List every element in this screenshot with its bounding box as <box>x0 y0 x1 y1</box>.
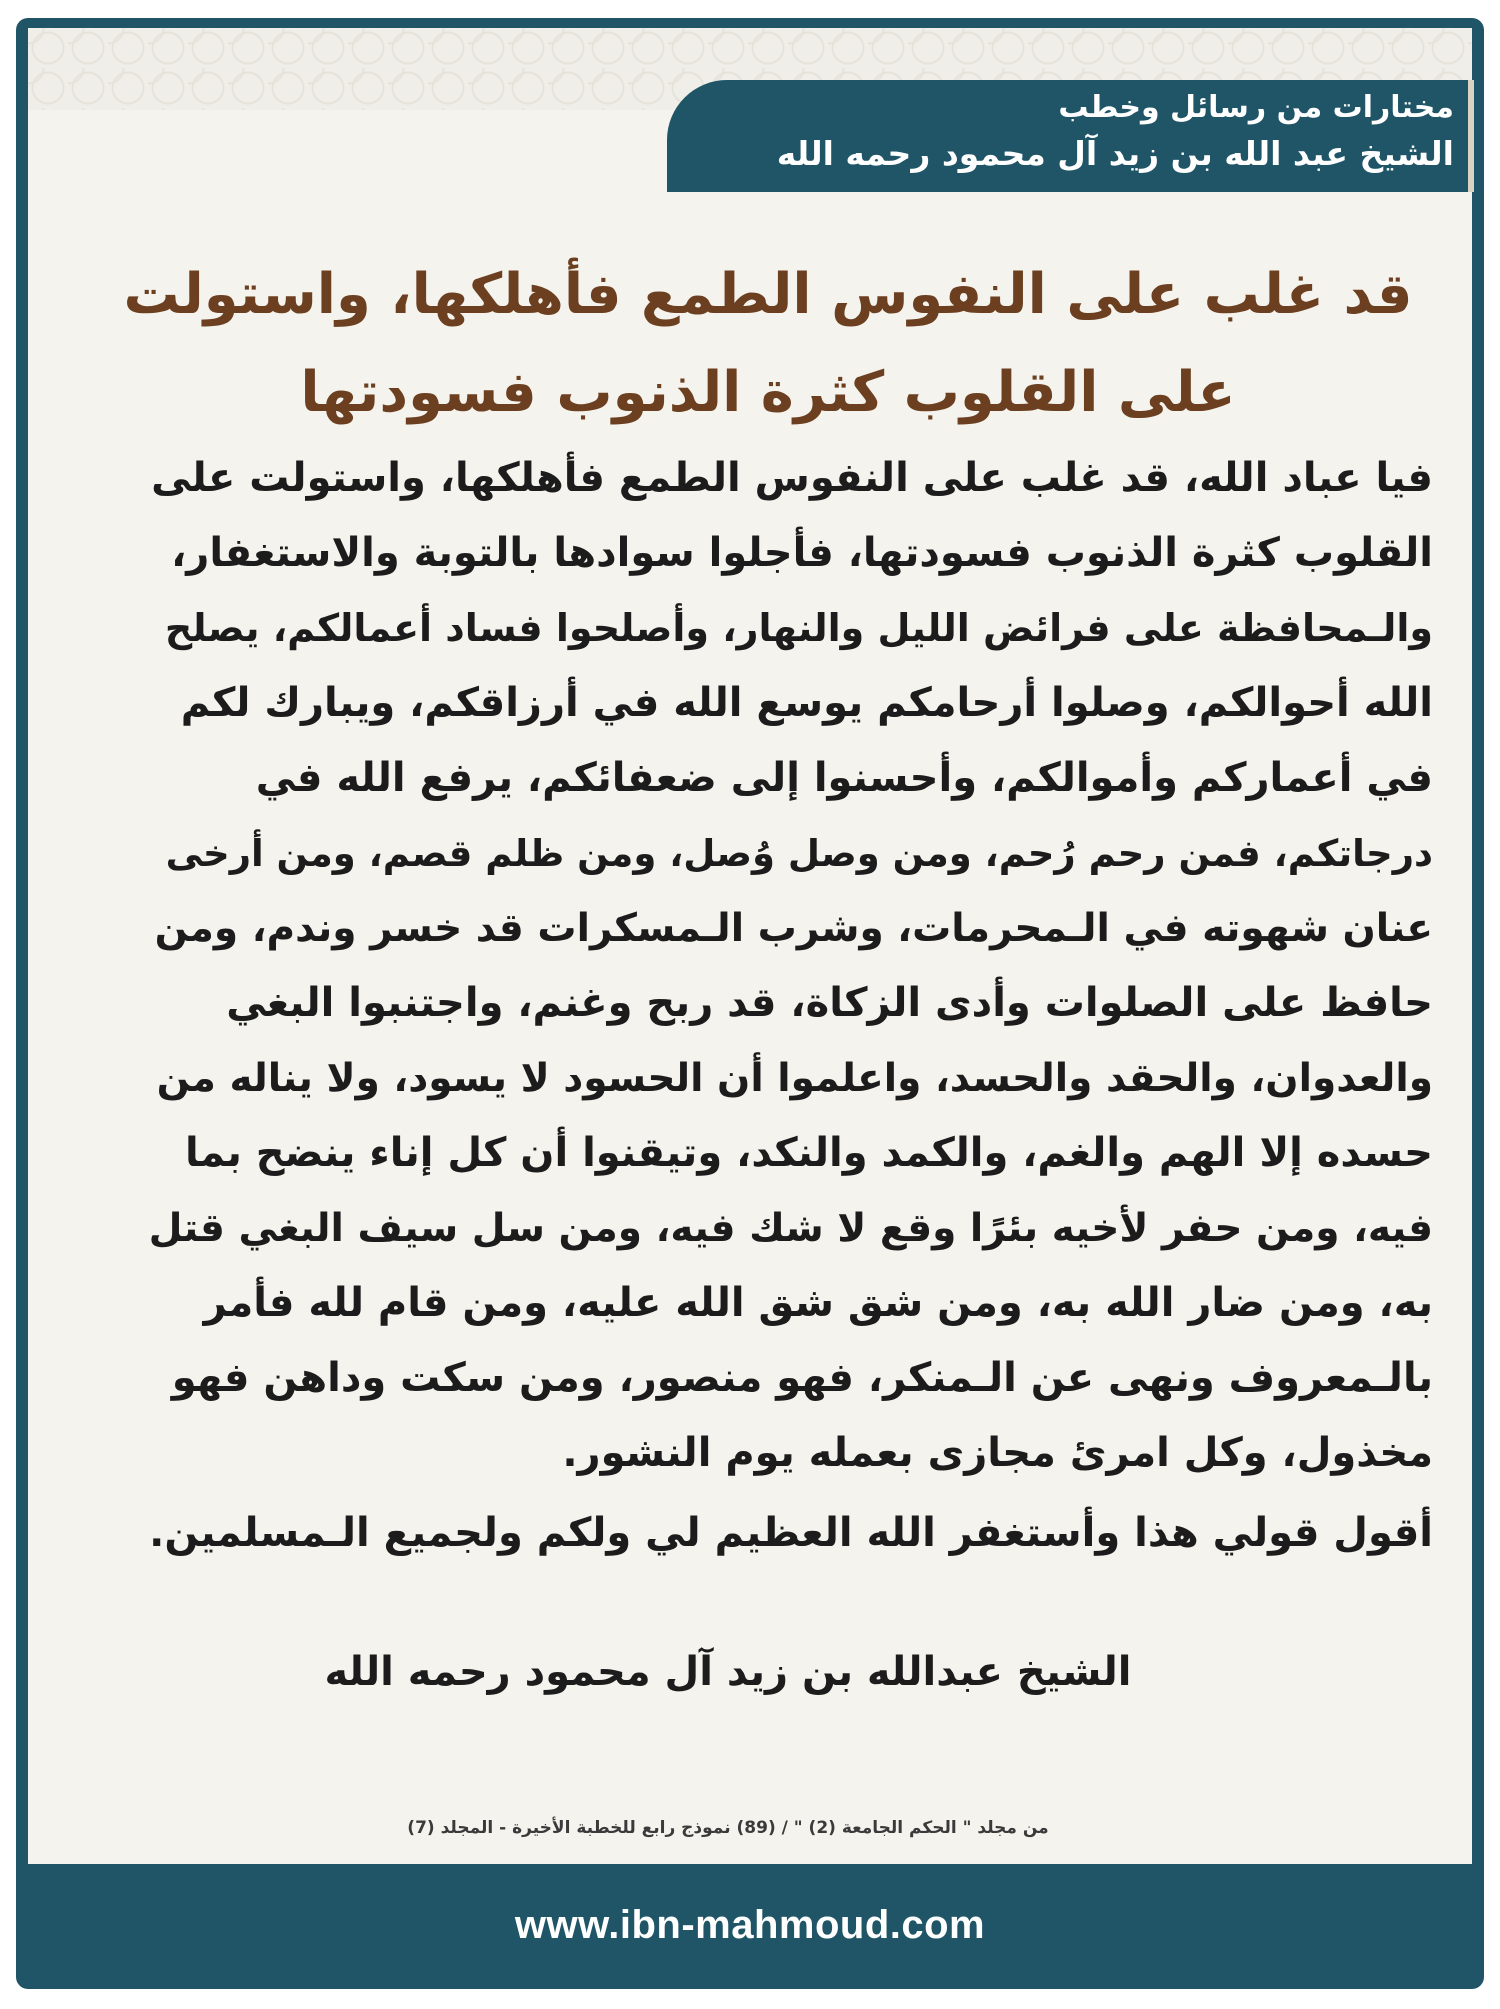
body-line: القلوب كثرة الذنوب فسودتها، فأجلوا سوادها بالتوبة والاستغفار، <box>171 530 1433 576</box>
body-line: بالـمعروف ونهى عن الـمنكر، فهو منصور، ومن سكت وداهن فهو <box>171 1355 1433 1401</box>
body-line: والـمحافظة على فرائض الليل والنهار، وأصلحوا فساد أعمالكم، يصلح <box>164 606 1433 650</box>
body-line: فيه، ومن حفر لأخيه بئرًا وقع لا شك فيه، ومن سل سيف البغي قتل <box>148 1206 1433 1251</box>
header-text <box>777 86 1454 178</box>
closing-prayer: أقول قولي هذا وأستغفر الله العظيم لي ولكم ولجميع الـمسلمين. <box>149 1510 1433 1556</box>
source-reference: من مجلد " الحكم الجامعة (2) " / (89) نموذج رابع للخطبة الأخيرة - المجلد (7) <box>407 1818 1049 1838</box>
page-title <box>118 246 1418 442</box>
body-line: الله أحوالكم، وصلوا أرحامكم يوسع الله في أرزاقكم، ويبارك لكم <box>180 680 1433 726</box>
body-line: عنان شهوته في الـمحرمات، وشرب الـمسكرات قد خسر وندم، ومن <box>154 906 1433 951</box>
page-frame <box>16 18 1484 1989</box>
body-line: درجاتكم، فمن رحم رُحم، ومن وصل وُصل، ومن ظلم قصم، ومن أرخى <box>165 832 1433 875</box>
header-line-2: الشيخ عبد الله بن زيد آل محمود رحمه الله <box>776 134 1454 173</box>
body-line: فيا عباد الله، قد غلب على النفوس الطمع فأهلكها، واستولت على <box>151 455 1433 501</box>
header-line-1: مختارات من رسائل وخطب <box>1058 90 1454 125</box>
title-line-2: على القلوب كثرة الذنوب فسودتها <box>300 360 1236 425</box>
body-line: مخذول، وكل امرئ مجازى بعمله يوم النشور. <box>562 1430 1433 1476</box>
title-line-1: قد غلب على النفوس الطمع فأهلكها، واستولت <box>123 262 1413 327</box>
body-line: حسده إلا الهم والغم، والكمد والنكد، وتيقنوا أن كل إناء ينضح بما <box>184 1130 1433 1176</box>
content-paper <box>28 28 1472 1864</box>
body-line: حافظ على الصلوات وأدى الزكاة، قد ربح وغنم، واجتنبوا البغي <box>226 980 1433 1026</box>
body-line: والعدوان، والحقد والحسد، واعلموا أن الحسود لا يسود، ولا يناله من <box>156 1056 1433 1101</box>
footer-bar <box>16 1864 1484 1989</box>
body-line: في أعماركم وأموالكم، وأحسنوا إلى ضعفائكم، يرفع الله في <box>255 755 1433 801</box>
sermon-body <box>148 441 1433 1491</box>
body-line: به، ومن ضار الله به، ومن شق شق الله عليه، ومن قام لله فأمر <box>203 1280 1433 1326</box>
author-signature: الشيخ عبدالله بن زيد آل محمود رحمه الله <box>324 1649 1132 1695</box>
header-tab <box>667 80 1474 192</box>
website-link[interactable]: www.ibn-mahmoud.com <box>514 1903 986 1947</box>
